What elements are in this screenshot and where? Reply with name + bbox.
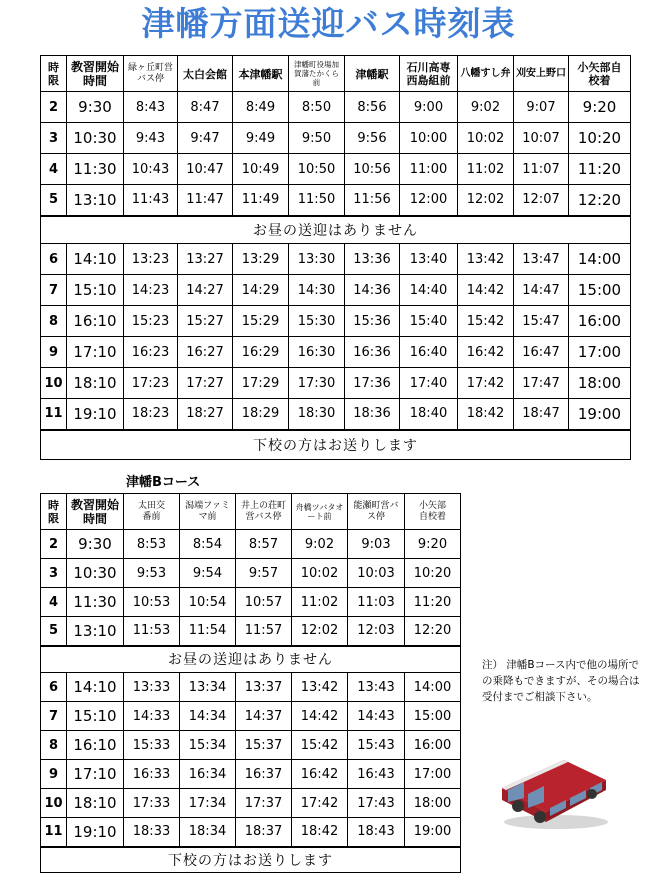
time-cell: 18:37 [236, 818, 292, 847]
time-cell: 13:42 [458, 244, 514, 275]
header-stop: 太白会館 [178, 56, 233, 92]
timetable-course-b [40, 493, 461, 873]
time-cell: 9:02 [292, 530, 348, 559]
time-cell: 9:53 [124, 559, 180, 588]
time-cell: 17:34 [180, 789, 236, 818]
arrival-time-cell: 15:00 [569, 275, 631, 306]
time-cell: 18:33 [124, 818, 180, 847]
time-cell: 9:43 [124, 123, 178, 154]
time-cell: 17:40 [400, 368, 458, 399]
period-cell: 2 [41, 530, 67, 559]
time-cell: 11:53 [124, 617, 180, 646]
header-stop: 能瀬町営バス停 [348, 494, 405, 530]
time-cell: 15:40 [400, 306, 458, 337]
header-stop: 石川高専西島組前 [400, 56, 458, 92]
end-note: 下校の方はお送りします [41, 430, 631, 460]
header-period: 時限 [41, 494, 67, 530]
time-cell: 13:23 [124, 244, 178, 275]
period-cell: 2 [41, 92, 67, 123]
start-time-cell: 17:10 [67, 337, 124, 368]
arrival-time-cell: 19:00 [569, 399, 631, 430]
period-cell: 6 [41, 673, 67, 702]
time-cell: 11:02 [292, 588, 348, 617]
table-row [41, 559, 461, 588]
header-stop: 津幡駅 [345, 56, 400, 92]
header-stop: 津幡町役場加賀藩たかくら前 [289, 56, 345, 92]
period-cell: 11 [41, 399, 67, 430]
time-cell: 18:29 [233, 399, 289, 430]
time-cell: 10:56 [345, 154, 400, 185]
timetable-course-a [40, 55, 631, 460]
table-row [41, 702, 461, 731]
time-cell: 9:49 [233, 123, 289, 154]
header-stop: 小矢部自校着 [569, 56, 631, 92]
period-cell: 5 [41, 185, 67, 216]
arrival-time-cell: 10:20 [405, 559, 461, 588]
time-cell: 15:37 [236, 731, 292, 760]
time-cell: 9:07 [514, 92, 569, 123]
time-cell: 11:43 [124, 185, 178, 216]
time-cell: 10:47 [178, 154, 233, 185]
table-row [41, 731, 461, 760]
time-cell: 17:37 [236, 789, 292, 818]
time-cell: 14:42 [458, 275, 514, 306]
time-cell: 16:47 [514, 337, 569, 368]
table-row [41, 92, 631, 123]
time-cell: 15:42 [292, 731, 348, 760]
header-stop: 太田交番前 [124, 494, 180, 530]
time-cell: 15:47 [514, 306, 569, 337]
time-cell: 10:54 [180, 588, 236, 617]
start-time-cell: 18:10 [67, 789, 124, 818]
arrival-time-cell: 14:00 [405, 673, 461, 702]
header-start-time: 教習開始時間 [67, 494, 124, 530]
time-cell: 8:57 [236, 530, 292, 559]
period-cell: 6 [41, 244, 67, 275]
start-time-cell: 16:10 [67, 306, 124, 337]
time-cell: 12:07 [514, 185, 569, 216]
arrival-time-cell: 9:20 [569, 92, 631, 123]
arrival-time-cell: 16:00 [569, 306, 631, 337]
lunch-row [41, 646, 461, 673]
time-cell: 8:53 [124, 530, 180, 559]
time-cell: 8:49 [233, 92, 289, 123]
time-cell: 14:47 [514, 275, 569, 306]
period-cell: 7 [41, 275, 67, 306]
lunch-note: お昼の送迎はありません [41, 216, 631, 244]
header-stop: 小矢部自校着 [405, 494, 461, 530]
arrival-time-cell: 14:00 [569, 244, 631, 275]
time-cell: 9:00 [400, 92, 458, 123]
time-cell: 8:54 [180, 530, 236, 559]
table-row [41, 399, 631, 430]
time-cell: 15:34 [180, 731, 236, 760]
header-row [41, 494, 461, 530]
period-cell: 10 [41, 789, 67, 818]
time-cell: 8:56 [345, 92, 400, 123]
period-cell: 3 [41, 123, 67, 154]
time-cell: 14:30 [289, 275, 345, 306]
time-cell: 16:29 [233, 337, 289, 368]
bus-icon [494, 742, 614, 832]
arrival-time-cell: 10:20 [569, 123, 631, 154]
arrival-time-cell: 11:20 [569, 154, 631, 185]
time-cell: 11:49 [233, 185, 289, 216]
time-cell: 15:33 [124, 731, 180, 760]
time-cell: 18:40 [400, 399, 458, 430]
time-cell: 14:33 [124, 702, 180, 731]
start-time-cell: 14:10 [67, 244, 124, 275]
start-time-cell: 18:10 [67, 368, 124, 399]
time-cell: 13:34 [180, 673, 236, 702]
time-cell: 16:42 [292, 760, 348, 789]
time-cell: 11:57 [236, 617, 292, 646]
end-note: 下校の方はお送りします [41, 847, 461, 873]
time-cell: 16:33 [124, 760, 180, 789]
start-time-cell: 10:30 [67, 123, 124, 154]
time-cell: 14:27 [178, 275, 233, 306]
time-cell: 9:50 [289, 123, 345, 154]
table-row [41, 530, 461, 559]
time-cell: 14:34 [180, 702, 236, 731]
time-cell: 13:47 [514, 244, 569, 275]
time-cell: 17:29 [233, 368, 289, 399]
time-cell: 17:42 [458, 368, 514, 399]
period-cell: 3 [41, 559, 67, 588]
start-time-cell: 16:10 [67, 731, 124, 760]
time-cell: 9:57 [236, 559, 292, 588]
period-cell: 5 [41, 617, 67, 646]
time-cell: 10:50 [289, 154, 345, 185]
time-cell: 18:42 [292, 818, 348, 847]
time-cell: 15:30 [289, 306, 345, 337]
time-cell: 15:29 [233, 306, 289, 337]
period-cell: 7 [41, 702, 67, 731]
arrival-time-cell: 17:00 [569, 337, 631, 368]
start-time-cell: 10:30 [67, 559, 124, 588]
time-cell: 15:36 [345, 306, 400, 337]
time-cell: 9:54 [180, 559, 236, 588]
time-cell: 13:37 [236, 673, 292, 702]
time-cell: 11:07 [514, 154, 569, 185]
start-time-cell: 19:10 [67, 818, 124, 847]
time-cell: 13:27 [178, 244, 233, 275]
time-cell: 10:53 [124, 588, 180, 617]
lunch-note: お昼の送迎はありません [41, 646, 461, 673]
table-row [41, 368, 631, 399]
time-cell: 11:47 [178, 185, 233, 216]
time-cell: 18:23 [124, 399, 178, 430]
start-time-cell: 17:10 [67, 760, 124, 789]
lunch-row [41, 216, 631, 244]
page-title: 津幡方面送迎バス時刻表 [141, 4, 516, 43]
period-cell: 8 [41, 731, 67, 760]
time-cell: 16:30 [289, 337, 345, 368]
time-cell: 8:43 [124, 92, 178, 123]
header-stop: 緑ヶ丘町営バス停 [124, 56, 178, 92]
arrival-time-cell: 18:00 [405, 789, 461, 818]
time-cell: 9:47 [178, 123, 233, 154]
time-cell: 16:37 [236, 760, 292, 789]
end-row [41, 847, 461, 873]
time-cell: 17:36 [345, 368, 400, 399]
table-row [41, 123, 631, 154]
header-start-time: 教習開始時間 [67, 56, 124, 92]
start-time-cell: 14:10 [67, 673, 124, 702]
table-row [41, 818, 461, 847]
header-stop: 潟端ファミマ前 [180, 494, 236, 530]
time-cell: 16:42 [458, 337, 514, 368]
time-cell: 11:54 [180, 617, 236, 646]
start-time-cell: 9:30 [67, 530, 124, 559]
time-cell: 14:40 [400, 275, 458, 306]
time-cell: 10:00 [400, 123, 458, 154]
start-time-cell: 15:10 [67, 275, 124, 306]
time-cell: 10:57 [236, 588, 292, 617]
time-cell: 8:47 [178, 92, 233, 123]
period-cell: 9 [41, 760, 67, 789]
time-cell: 18:42 [458, 399, 514, 430]
time-cell: 18:43 [348, 818, 405, 847]
time-cell: 16:23 [124, 337, 178, 368]
period-cell: 11 [41, 818, 67, 847]
time-cell: 15:43 [348, 731, 405, 760]
arrival-time-cell: 18:00 [569, 368, 631, 399]
time-cell: 12:00 [400, 185, 458, 216]
time-cell: 15:27 [178, 306, 233, 337]
time-cell: 11:00 [400, 154, 458, 185]
time-cell: 12:03 [348, 617, 405, 646]
time-cell: 8:50 [289, 92, 345, 123]
table-row [41, 617, 461, 646]
table-row [41, 789, 461, 818]
arrival-time-cell: 17:00 [405, 760, 461, 789]
time-cell: 13:40 [400, 244, 458, 275]
table-row [41, 275, 631, 306]
table-row [41, 306, 631, 337]
time-cell: 16:36 [345, 337, 400, 368]
time-cell: 11:03 [348, 588, 405, 617]
header-row [41, 56, 631, 92]
time-cell: 13:36 [345, 244, 400, 275]
period-cell: 4 [41, 588, 67, 617]
time-cell: 15:42 [458, 306, 514, 337]
time-cell: 13:43 [348, 673, 405, 702]
course-b-note: 注） 津幡Bコース内で他の場所での乗降もできますが、その場合は受付までご相談下さい。 [482, 659, 640, 703]
time-cell: 14:42 [292, 702, 348, 731]
arrival-time-cell: 11:20 [405, 588, 461, 617]
time-cell: 11:50 [289, 185, 345, 216]
header-stop: 八幡すし弁 [458, 56, 514, 92]
table-row [41, 185, 631, 216]
table-row [41, 673, 461, 702]
start-time-cell: 19:10 [67, 399, 124, 430]
time-cell: 11:56 [345, 185, 400, 216]
time-cell: 17:30 [289, 368, 345, 399]
period-cell: 10 [41, 368, 67, 399]
time-cell: 18:36 [345, 399, 400, 430]
arrival-time-cell: 19:00 [405, 818, 461, 847]
arrival-time-cell: 12:20 [569, 185, 631, 216]
time-cell: 16:34 [180, 760, 236, 789]
time-cell: 9:02 [458, 92, 514, 123]
table-row [41, 154, 631, 185]
time-cell: 13:42 [292, 673, 348, 702]
time-cell: 13:33 [124, 673, 180, 702]
time-cell: 11:02 [458, 154, 514, 185]
time-cell: 17:42 [292, 789, 348, 818]
header-stop: 刈安上野口 [514, 56, 569, 92]
start-time-cell: 11:30 [67, 588, 124, 617]
time-cell: 14:23 [124, 275, 178, 306]
start-time-cell: 15:10 [67, 702, 124, 731]
time-cell: 16:27 [178, 337, 233, 368]
header-stop: 本津幡駅 [233, 56, 289, 92]
time-cell: 17:43 [348, 789, 405, 818]
time-cell: 15:23 [124, 306, 178, 337]
start-time-cell: 13:10 [67, 617, 124, 646]
time-cell: 18:47 [514, 399, 569, 430]
time-cell: 10:02 [292, 559, 348, 588]
time-cell: 14:43 [348, 702, 405, 731]
time-cell: 12:02 [458, 185, 514, 216]
time-cell: 10:49 [233, 154, 289, 185]
time-cell: 9:56 [345, 123, 400, 154]
table-row [41, 760, 461, 789]
arrival-time-cell: 9:20 [405, 530, 461, 559]
time-cell: 17:33 [124, 789, 180, 818]
time-cell: 14:36 [345, 275, 400, 306]
time-cell: 13:30 [289, 244, 345, 275]
time-cell: 12:02 [292, 617, 348, 646]
period-cell: 4 [41, 154, 67, 185]
arrival-time-cell: 12:20 [405, 617, 461, 646]
table-row [41, 588, 461, 617]
time-cell: 14:29 [233, 275, 289, 306]
time-cell: 18:34 [180, 818, 236, 847]
start-time-cell: 11:30 [67, 154, 124, 185]
time-cell: 17:27 [178, 368, 233, 399]
header-period: 時限 [41, 56, 67, 92]
arrival-time-cell: 15:00 [405, 702, 461, 731]
time-cell: 18:27 [178, 399, 233, 430]
time-cell: 10:02 [458, 123, 514, 154]
course-b-title: 津幡Bコース [126, 475, 201, 490]
header-stop: 舟橋ツバタオート前 [292, 494, 348, 530]
time-cell: 13:29 [233, 244, 289, 275]
time-cell: 9:03 [348, 530, 405, 559]
time-cell: 17:23 [124, 368, 178, 399]
start-time-cell: 9:30 [67, 92, 124, 123]
end-row [41, 430, 631, 460]
time-cell: 10:03 [348, 559, 405, 588]
arrival-time-cell: 16:00 [405, 731, 461, 760]
table-row [41, 244, 631, 275]
table-row [41, 337, 631, 368]
time-cell: 10:07 [514, 123, 569, 154]
start-time-cell: 13:10 [67, 185, 124, 216]
time-cell: 18:30 [289, 399, 345, 430]
time-cell: 14:37 [236, 702, 292, 731]
period-cell: 8 [41, 306, 67, 337]
header-stop: 井上の荘町営バス停 [236, 494, 292, 530]
time-cell: 17:47 [514, 368, 569, 399]
time-cell: 16:43 [348, 760, 405, 789]
time-cell: 10:43 [124, 154, 178, 185]
period-cell: 9 [41, 337, 67, 368]
time-cell: 16:40 [400, 337, 458, 368]
